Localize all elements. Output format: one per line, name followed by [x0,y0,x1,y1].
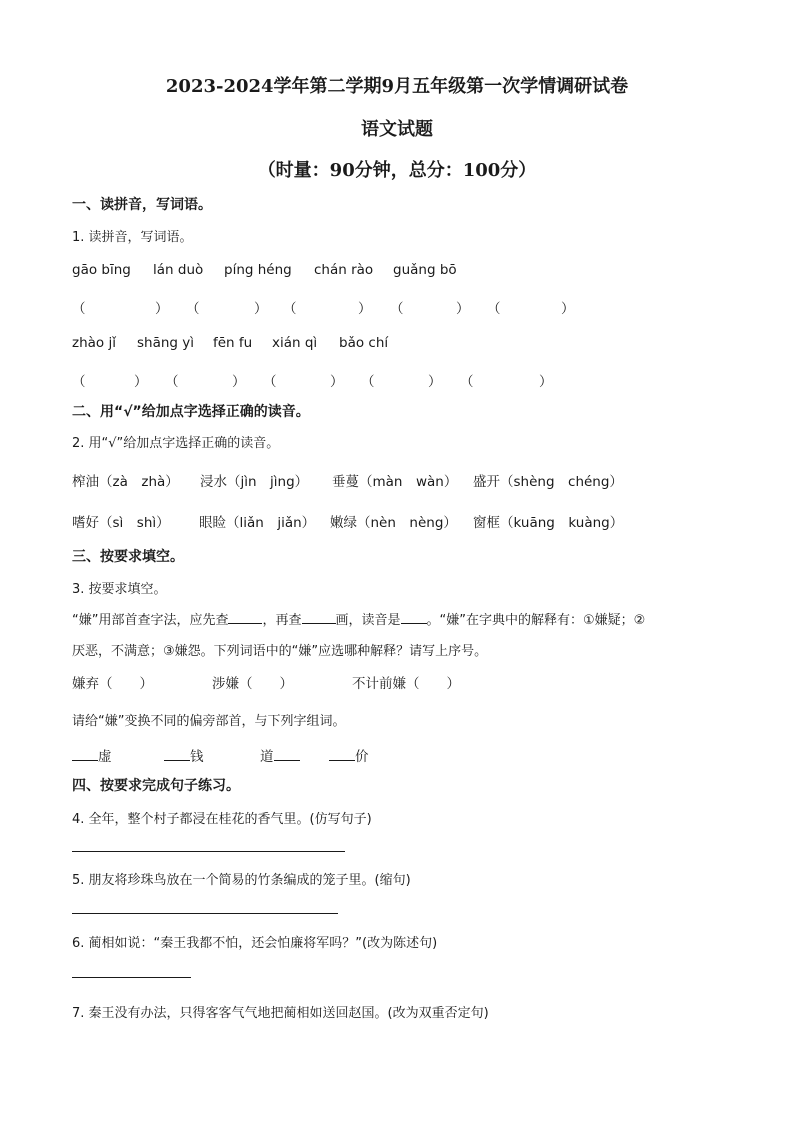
question-4: 4. 全年，整个村子都浸在桂花的香气里。(仿写句子) [72,812,372,827]
word-char-4: 价 [355,749,369,765]
exam-info: （时量：90分钟，总分：100分） [257,160,537,181]
exam-title: 2023-2024学年第二学期9月五年级第一次学情调研试卷 [165,76,629,97]
word-item-1 [72,745,164,765]
fill-text-b: ，再查 [262,613,302,628]
question-7: 7. 秦王没有办法，只得客客气气地把蔺相如送回赵国。(改为双重否定句) [72,1006,489,1021]
answer-box-2-2-open[interactable]: （ [165,374,179,390]
word-blank-2[interactable] [164,746,190,761]
choice-2[interactable]: 涉嫌（ ） [212,676,293,692]
answer-box-1-4-close: ） [456,301,470,317]
word-char-1: 虚 [98,749,112,765]
word-item-2 [164,745,260,765]
instruction-radical: 请给“嫌”变换不同的偏旁部首，与下列字组词。 [72,714,346,729]
reading-2-1[interactable]: 嗜好（sì shì） [72,515,170,531]
section-1-heading: 一、读拼音，写词语。 [72,197,212,213]
answer-box-1-5-close: ） [561,301,575,317]
fill-text-a: “嫌”用部首查字法，应先查 [72,613,229,628]
pinyin-1-4: chán rào [314,262,374,278]
blank-radical[interactable] [228,609,262,624]
fill-text-c: 画，读音是 [335,613,401,628]
reading-1-1[interactable]: 榨油（zà zhà） [72,474,179,490]
choice-1[interactable]: 嫌弃（ ） [72,676,153,692]
answer-box-2-3-close: ） [330,374,344,390]
reading-2-3[interactable]: 嫩绿（nèn nèng） [330,515,457,531]
word-char-2: 钱 [190,749,204,765]
section-3-heading: 三、按要求填空。 [72,549,184,565]
answer-box-2-1-open[interactable]: （ [72,374,86,390]
pinyin-1-1: gāo bīng [72,262,131,278]
answer-box-2-1-close: ） [134,374,148,390]
word-item-4 [329,745,369,765]
answer-box-1-4-open[interactable]: （ [390,301,404,317]
pinyin-1-2: lán duò [153,262,204,278]
blank-pronunciation[interactable] [401,609,427,624]
pinyin-1-3: píng héng [224,262,292,278]
word-blank-1[interactable] [72,746,98,761]
reading-1-2[interactable]: 浸水（jìn jìng） [200,474,309,490]
word-blank-3[interactable] [274,746,300,761]
reading-1-3[interactable]: 垂蔓（màn wàn） [332,474,458,490]
pinyin-1-5: guǎng bō [393,262,457,278]
pinyin-2-1: zhào jǐ [72,335,116,351]
choice-3[interactable]: 不计前嫌（ ） [352,676,460,692]
question-5: 5. 朋友将珍珠鸟放在一个简易的竹条编成的笼子里。(缩句) [72,873,411,888]
answer-box-1-5-open[interactable]: （ [487,301,501,317]
answer-line-5[interactable] [72,913,338,914]
pinyin-2-2: shāng yì [137,335,195,351]
answer-box-2-4-open[interactable]: （ [361,374,375,390]
subject-title: 语文试题 [361,119,433,140]
answer-line-4[interactable] [72,851,345,852]
answer-box-2-5-open[interactable]: （ [460,374,474,390]
question-6: 6. 蔺相如说：“秦王我都不怕，还会怕廉将军吗？”(改为陈述句) [72,936,438,951]
pinyin-2-3: fēn fu [213,335,253,351]
fill-text-d: 。“嫌”在字典中的解释有：①嫌疑；② [426,613,646,628]
question-1: 1. 读拼音，写词语。 [72,230,193,245]
reading-2-2[interactable]: 眼睑（liǎn jiǎn） [199,515,316,531]
word-item-3 [260,745,329,765]
word-building-row [72,745,369,765]
answer-box-2-3-open[interactable]: （ [263,374,277,390]
answer-box-2-5-close: ） [539,374,553,390]
fill-paragraph-line-2: 厌恶，不满意；③嫌怨。下列词语中的“嫌”应选哪种解释？请写上序号。 [72,644,488,659]
word-char-3: 道 [260,749,274,765]
answer-box-1-2-close: ） [254,301,268,317]
reading-2-4[interactable]: 窗框（kuāng kuàng） [473,515,624,531]
pinyin-2-4: xián qì [272,335,318,351]
word-blank-4[interactable] [329,746,355,761]
answer-box-1-3-close: ） [358,301,372,317]
answer-box-1-1-close: ） [155,301,169,317]
answer-line-6[interactable] [72,977,191,978]
answer-box-1-3-open[interactable]: （ [283,301,297,317]
blank-strokes[interactable] [302,609,336,624]
answer-box-1-1-open[interactable]: （ [72,301,86,317]
section-4-heading: 四、按要求完成句子练习。 [72,778,240,794]
answer-box-2-2-close: ） [232,374,246,390]
fill-paragraph-line-1 [72,609,645,628]
answer-box-1-2-open[interactable]: （ [186,301,200,317]
question-3: 3. 按要求填空。 [72,582,167,597]
pinyin-2-5: bǎo chí [339,335,389,351]
answer-box-2-4-close: ） [428,374,442,390]
section-2-heading: 二、用“√”给加点字选择正确的读音。 [72,404,310,420]
reading-1-4[interactable]: 盛开（shèng chéng） [473,474,623,490]
question-2: 2. 用“√”给加点字选择正确的读音。 [72,436,280,451]
